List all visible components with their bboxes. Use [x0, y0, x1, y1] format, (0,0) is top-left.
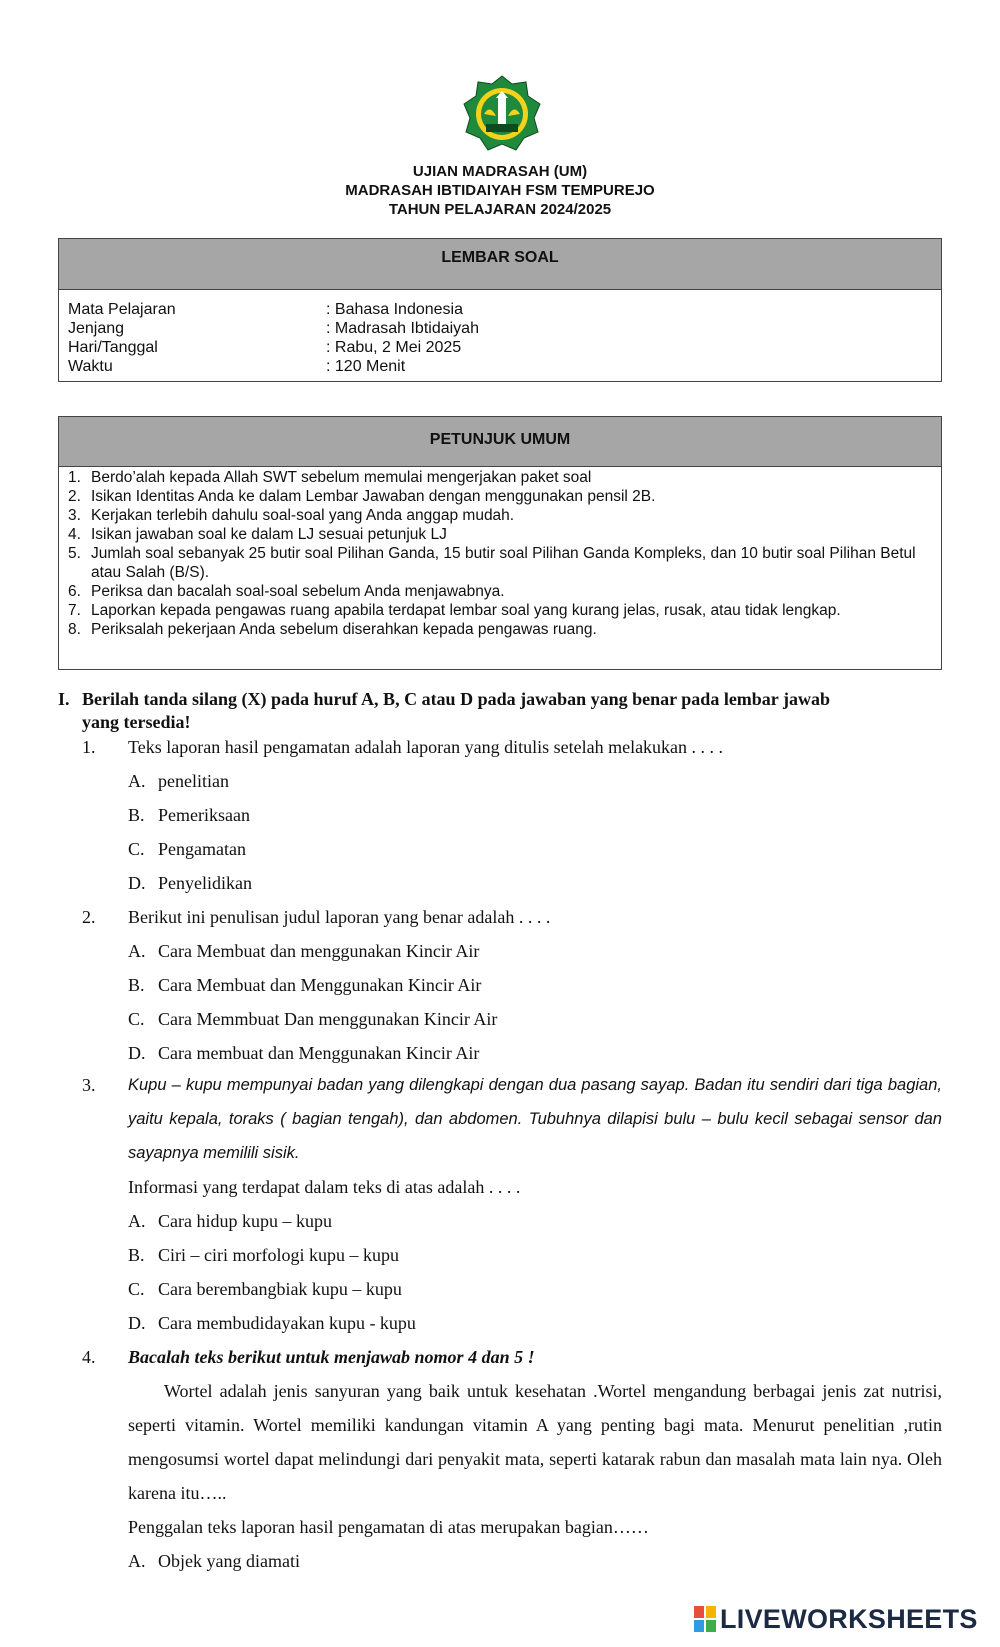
question-number: 2.	[82, 907, 96, 927]
question-number: 4.	[82, 1347, 96, 1367]
option-letter: A.	[128, 771, 146, 791]
option-letter: B.	[128, 805, 145, 825]
info-value: : Bahasa Indonesia	[326, 301, 463, 318]
item-text: Isikan Identitas Anda ke dalam Lembar Jawaban dengan menggunakan pensil 2B.	[91, 488, 656, 505]
answer-option[interactable]	[128, 832, 942, 866]
option-text: Cara Memmbuat Dan menggunakan Kincir Air	[158, 1009, 498, 1029]
option-text: Pengamatan	[158, 839, 246, 859]
list-item	[68, 544, 933, 582]
answer-option[interactable]	[128, 1544, 942, 1578]
option-letter: A.	[128, 941, 146, 961]
info-value: : Rabu, 2 Mei 2025	[326, 339, 462, 356]
item-number: 2.	[68, 488, 81, 505]
option-letter: B.	[128, 1245, 145, 1265]
item-number: 6.	[68, 583, 81, 600]
liveworksheets-watermark	[694, 1604, 978, 1634]
answer-option[interactable]	[128, 764, 942, 798]
question-number: 3.	[82, 1075, 96, 1095]
option-text: Cara Membuat dan menggunakan Kincir Air	[158, 941, 480, 961]
item-number: 8.	[68, 621, 81, 638]
option-text: Cara hidup kupu – kupu	[158, 1211, 332, 1231]
item-number: 4.	[68, 526, 81, 543]
reading-passage: Wortel adalah jenis sanyuran yang baik untuk kesehatan .Wortel mengandung berbagai jenis zat nutrisi, seperti vitamin. Wortel memiliki kandungan vitamin A yang penting bagi mata. Menurut penelitian ,rutin mengosumsi wortel dapat melindungi dari penyakit mata, seperti katarak rabun dan masalah mata lain nya. Oleh karena itu…..	[128, 1381, 942, 1503]
reading-passage: Kupu – kupu mempunyai badan yang dilengkapi dengan dua pasang sayap. Badan itu sendiri dari tiga bagian, yaitu kepala, toraks ( bagian tengah), dan abdomen. Tubuhnya dilapisi bulu – bulu kecil sebagai sensor dan sayapnya memilili sisik.	[128, 1076, 942, 1162]
option-letter: C.	[128, 839, 145, 859]
info-value: : Madrasah Ibtidaiyah	[326, 320, 479, 337]
answer-option[interactable]	[128, 866, 942, 900]
header-school: MADRASAH IBTIDAIYAH FSM TEMPUREJO	[345, 182, 655, 199]
info-row	[68, 300, 941, 319]
option-text: Cara membudidayakan kupu - kupu	[158, 1313, 416, 1333]
info-label: Hari/Tanggal	[68, 339, 158, 356]
info-row	[68, 319, 941, 338]
list-item	[68, 487, 933, 506]
item-text: Periksalah pekerjaan Anda sebelum diserahkan kepada pengawas ruang.	[91, 621, 597, 638]
question-4	[82, 1340, 942, 1578]
option-text: Ciri – ciri morfologi kupu – kupu	[158, 1245, 399, 1265]
list-item	[68, 506, 933, 525]
option-text: Pemeriksaan	[158, 805, 250, 825]
item-number: 3.	[68, 507, 81, 524]
petunjuk-umum-title: PETUNJUK UMUM	[59, 417, 941, 467]
option-text: Cara Membuat dan Menggunakan Kincir Air	[158, 975, 482, 995]
section-number: I.	[58, 689, 70, 709]
item-text: Kerjakan terlebih dahulu soal-soal yang Anda anggap mudah.	[91, 507, 515, 524]
petunjuk-list	[59, 468, 941, 639]
petunjuk-umum-box	[58, 416, 942, 670]
option-letter: C.	[128, 1009, 145, 1029]
item-text: Jumlah soal sebanyak 25 butir soal Pilihan Ganda, 15 butir soal Pilihan Ganda Kompleks, dan 10 butir soal Pilihan Betul atau Salah (B/S).	[91, 545, 916, 581]
option-letter: A.	[128, 1551, 146, 1571]
question-2	[82, 900, 942, 1070]
reading-instruction: Bacalah teks berikut untuk menjawab nomor 4 dan 5 !	[128, 1347, 535, 1367]
question-text: Penggalan teks laporan hasil pengamatan di atas merupakan bagian……	[128, 1517, 649, 1537]
option-letter: D.	[128, 873, 146, 893]
info-row	[68, 357, 941, 376]
answer-option[interactable]	[128, 1272, 942, 1306]
answer-option[interactable]	[128, 1002, 942, 1036]
answer-option[interactable]	[128, 1238, 942, 1272]
option-letter: C.	[128, 1279, 145, 1299]
answer-option[interactable]	[128, 1306, 942, 1340]
item-text: Isikan jawaban soal ke dalam LJ sesuai petunjuk LJ	[91, 526, 447, 543]
option-text: Cara berembangbiak kupu – kupu	[158, 1279, 402, 1299]
option-letter: D.	[128, 1313, 146, 1333]
answer-option[interactable]	[128, 1036, 942, 1070]
info-label: Waktu	[68, 358, 113, 375]
list-item	[68, 468, 933, 487]
list-item	[68, 582, 933, 601]
item-text: Laporkan kepada pengawas ruang apabila terdapat lembar soal yang kurang jelas, rusak, atau tidak lengkap.	[91, 602, 841, 619]
option-text: Penyelidikan	[158, 873, 252, 893]
question-text: Teks laporan hasil pengamatan adalah laporan yang ditulis setelah melakukan . . . .	[128, 737, 724, 757]
item-number: 7.	[68, 602, 81, 619]
item-number: 1.	[68, 469, 81, 486]
list-item	[68, 525, 933, 544]
liveworksheets-logo-icon	[694, 1606, 716, 1632]
exam-header	[0, 162, 1000, 219]
info-label: Mata Pelajaran	[68, 301, 176, 318]
option-letter: A.	[128, 1211, 146, 1231]
answer-option[interactable]	[128, 798, 942, 832]
info-value: : 120 Menit	[326, 358, 406, 375]
question-3	[82, 1068, 942, 1340]
section-instruction	[58, 688, 908, 734]
info-row	[68, 338, 941, 357]
header-title: UJIAN MADRASAH (UM)	[412, 163, 588, 180]
lembar-soal-box	[58, 238, 942, 382]
question-text: Berikut ini penulisan judul laporan yang benar adalah . . . .	[128, 907, 551, 927]
option-text: penelitian	[158, 771, 229, 791]
option-text: Objek yang diamati	[158, 1551, 300, 1571]
answer-option[interactable]	[128, 1204, 942, 1238]
option-letter: B.	[128, 975, 145, 995]
question-1	[82, 730, 942, 900]
item-number: 5.	[68, 545, 81, 562]
madrasah-logo	[460, 74, 544, 154]
option-letter: D.	[128, 1043, 146, 1063]
section-text-line1: Berilah tanda silang (X) pada huruf A, B, C atau D pada jawaban yang benar pada lembar jawab	[82, 689, 830, 709]
header-year: TAHUN PELAJARAN 2024/2025	[388, 201, 612, 218]
item-text: Berdo’alah kepada Allah SWT sebelum memulai mengerjakan paket soal	[91, 469, 592, 486]
watermark-text: LIVEWORKSHEETS	[720, 1603, 978, 1634]
answer-option[interactable]	[128, 968, 942, 1002]
question-number: 1.	[82, 737, 96, 757]
item-text: Periksa dan bacalah soal-soal sebelum Anda menjawabnya.	[91, 583, 505, 600]
lembar-soal-title: LEMBAR SOAL	[59, 239, 941, 290]
question-text: Informasi yang terdapat dalam teks di atas adalah . . . .	[128, 1177, 521, 1197]
section-text-line2: yang tersedia!	[82, 712, 191, 732]
answer-option[interactable]	[128, 934, 942, 968]
info-label: Jenjang	[68, 320, 125, 337]
list-item	[68, 601, 933, 620]
list-item	[68, 620, 933, 639]
option-text: Cara membuat dan Menggunakan Kincir Air	[158, 1043, 480, 1063]
